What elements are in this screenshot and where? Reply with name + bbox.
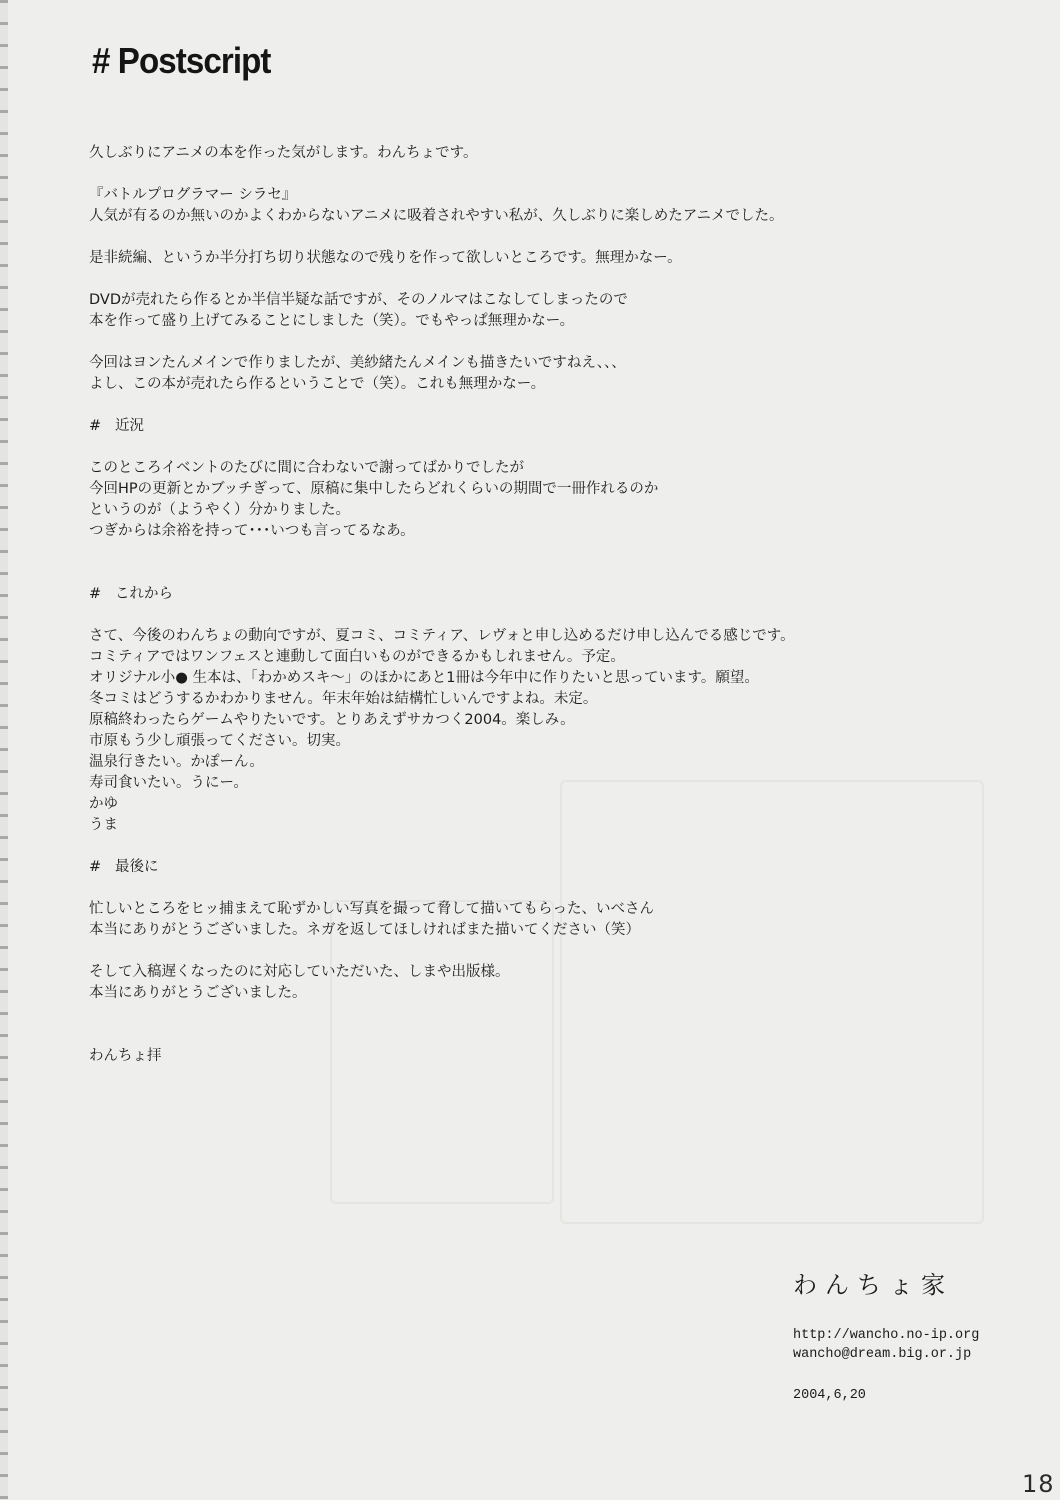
future-line: 市原もう少し頑張ってください。切実。: [89, 733, 350, 749]
recent-line: このところイベントのたびに間に合わないで謝ってばかりでしたが: [89, 460, 524, 476]
recent-line: 今回HPの更新とかブッチぎって、原稿に集中したらどれくらいの期間で一冊作れるのか: [89, 481, 659, 497]
section-heading-label: 最後に: [115, 859, 159, 875]
hash-mark: #: [89, 418, 102, 434]
paragraph-line: 人気が有るのか無いのかよくわからないアニメに吸着されやすい私が、久しぶりに楽しめたアニメでした。: [89, 208, 784, 224]
section-heading-recent: [89, 416, 989, 437]
future-line: うま: [89, 817, 118, 833]
recent-line: つぎからは余裕を持って･･･いつも言ってるなあ。: [89, 523, 415, 539]
future-line: かゆ: [89, 796, 118, 812]
section-heading-finally: [89, 857, 989, 878]
thanks-line: 忙しいところをヒッ捕まえて恥ずかしい写真を撮って脅して描いてもらった、いべさん: [89, 901, 655, 917]
paragraph-line: 是非続編、というか半分打ち切り状態なので残りを作って欲しいところです。無理かなー。: [89, 250, 682, 266]
postscript-body: [89, 143, 989, 1067]
thanks-line: 本当にありがとうございました。ネガを返してほしければまた描いてください（笑）: [89, 922, 640, 938]
section-heading-label: 近況: [115, 418, 144, 434]
contact-email: wancho@dream.big.or.jp: [793, 1347, 972, 1362]
thanks-line: そして入稿遅くなったのに対応していただいた、しまや出版様。: [89, 964, 510, 980]
thanks-line: 本当にありがとうございました。: [89, 985, 307, 1001]
future-line: オリジナル小● 生本は、「わかめスキ～」のほかにあと1冊は今年中に作りたいと思っています。願望。: [89, 670, 759, 686]
paragraph-line: 今回はヨンたんメインで作りましたが、美紗緒たんメインも描きたいですねえ、、、: [89, 355, 626, 371]
section-heading-label: これから: [115, 586, 173, 602]
future-line: さて、今後のわんちょの動向ですが、夏コミ、コミティア、レヴォと申し込めるだけ申し込んでる感じです。: [89, 628, 795, 644]
future-line: 寿司食いたい。うにー。: [89, 775, 248, 791]
paragraph-line: よし、この本が売れたら作るということで（笑）。これも無理かなー。: [89, 376, 546, 392]
page-title: # Postscript: [92, 40, 271, 81]
binding-edge-shadow: [0, 0, 8, 1500]
future-line: 原稿終わったらゲームやりたいです。とりあえずサカつく2004。楽しみ。: [89, 712, 575, 728]
website-url: http://wancho.no-ip.org: [793, 1328, 980, 1343]
circle-name: わんちょ家: [793, 1271, 953, 1299]
hash-mark: #: [89, 859, 102, 875]
circle-credits: [793, 1268, 979, 1405]
future-line: コミティアではワンフェスと連動して面白いものができるかもしれません。予定。: [89, 649, 625, 665]
page-number: 18: [1022, 1470, 1055, 1498]
section-heading-future: [89, 584, 989, 605]
paragraph-line: DVDが売れたら作るとか半信半疑な話ですが、そのノルマはこなしてしまったので: [89, 292, 628, 308]
paragraph-line: 本を作って盛り上げてみることにしました（笑）。でもやっぱ無理かなー。: [89, 313, 575, 329]
signature: わんちょ拝: [89, 1048, 162, 1064]
intro-line: 久しぶりにアニメの本を作った気がします。わんちょです。: [89, 145, 478, 161]
hash-mark: #: [89, 586, 102, 602]
recent-line: というのが（ようやく）分かりました。: [89, 502, 350, 518]
anime-title-line: 『バトルプログラマー シラセ』: [89, 187, 297, 203]
future-line: 温泉行きたい。かぽーん。: [89, 754, 264, 770]
future-line: 冬コミはどうするかわかりません。年末年始は結構忙しいんですよね。未定。: [89, 691, 598, 707]
publication-date: 2004,6,20: [793, 1388, 866, 1403]
